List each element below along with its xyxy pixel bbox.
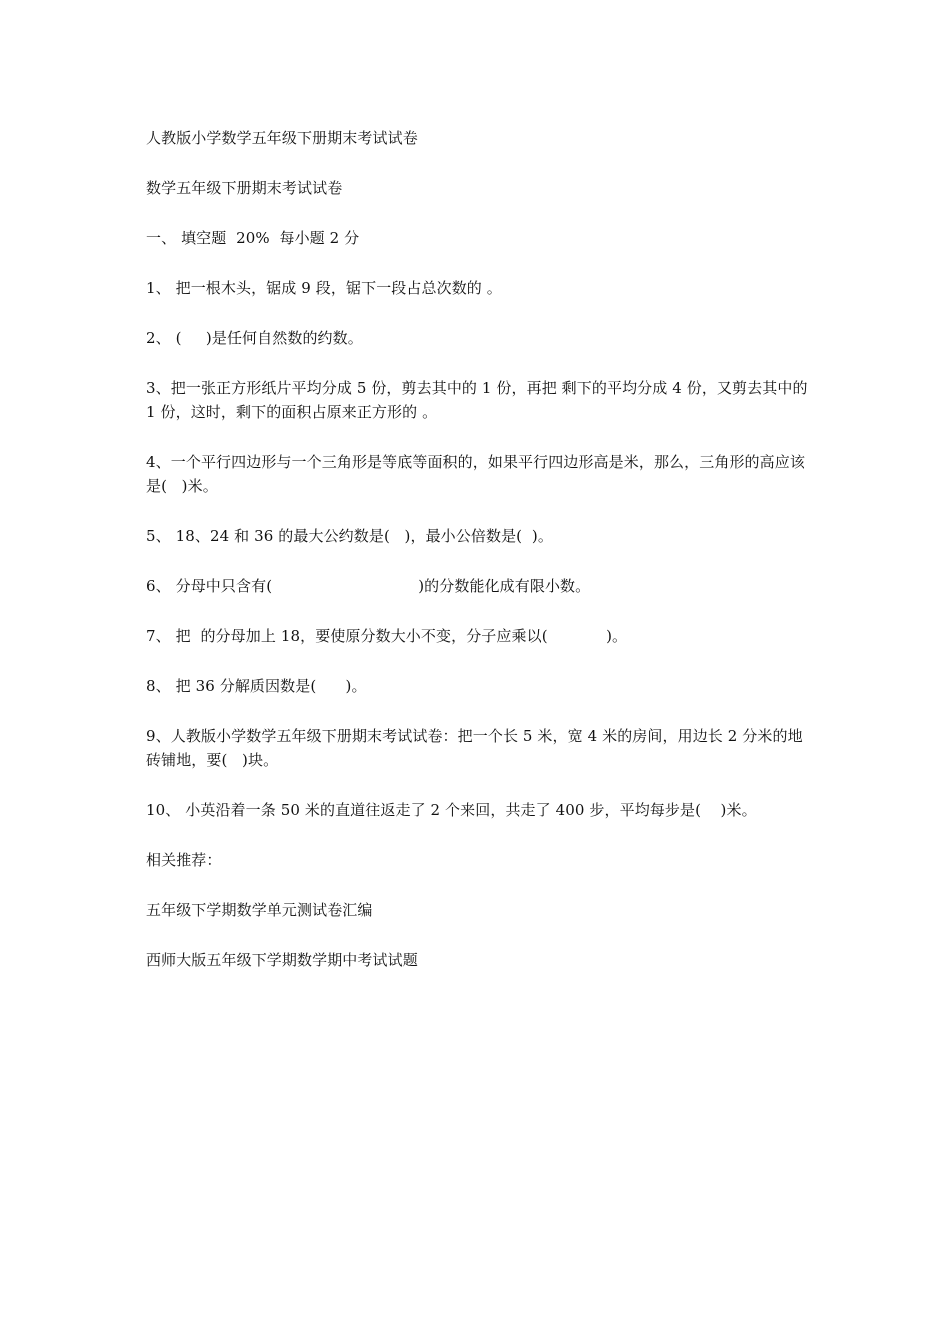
question-10: 10、 小英沿着一条 50 米的直道往返走了 2 个来回，共走了 400 步，平均每步是( )米。: [146, 801, 757, 819]
related-link[interactable]: 西师大版五年级下学期数学期中考试试题: [146, 951, 418, 969]
question-2: 2、 ( )是任何自然数的约数。: [146, 329, 363, 347]
question-6: 6、 分母中只含有( )的分数能化成有限小数。: [146, 577, 591, 595]
question-4: 4、一个平行四边形与一个三角形是等底等面积的，如果平行四边形高是米，那么，三角形的高应该是( )米。: [146, 453, 805, 495]
section-heading: 一、 填空题 20% 每小题 2 分: [146, 229, 360, 247]
document-subtitle: 数学五年级下册期末考试试卷: [146, 179, 343, 197]
related-heading: 相关推荐：: [146, 851, 222, 869]
question-3: 3、把一张正方形纸片平均分成 5 份，剪去其中的 1 份，再把 剩下的平均分成 4 份，又剪去其中的 1 份，这时，剩下的面积占原来正方形的 。: [146, 379, 813, 421]
question-1: 1、 把一根木头，锯成 9 段，锯下一段占总次数的 。: [146, 279, 502, 297]
question-9: 9、人教版小学数学五年级下册期末考试试卷：把一个长 5 米，宽 4 米的房间，用边长 2 分米的地砖铺地，要( )块。: [146, 727, 803, 769]
question-8: 8、 把 36 分解质因数是( )。: [146, 677, 367, 695]
document-title: 人教版小学数学五年级下册期末考试试卷: [146, 129, 418, 147]
document-content: [146, 126, 811, 998]
question-5: 5、 18、24 和 36 的最大公约数是( )，最小公倍数是( )。: [146, 527, 553, 545]
question-7: 7、 把 的分母加上 18，要使原分数大小不变，分子应乘以( )。: [146, 627, 628, 645]
related-link[interactable]: 五年级下学期数学单元测试卷汇编: [146, 901, 373, 919]
